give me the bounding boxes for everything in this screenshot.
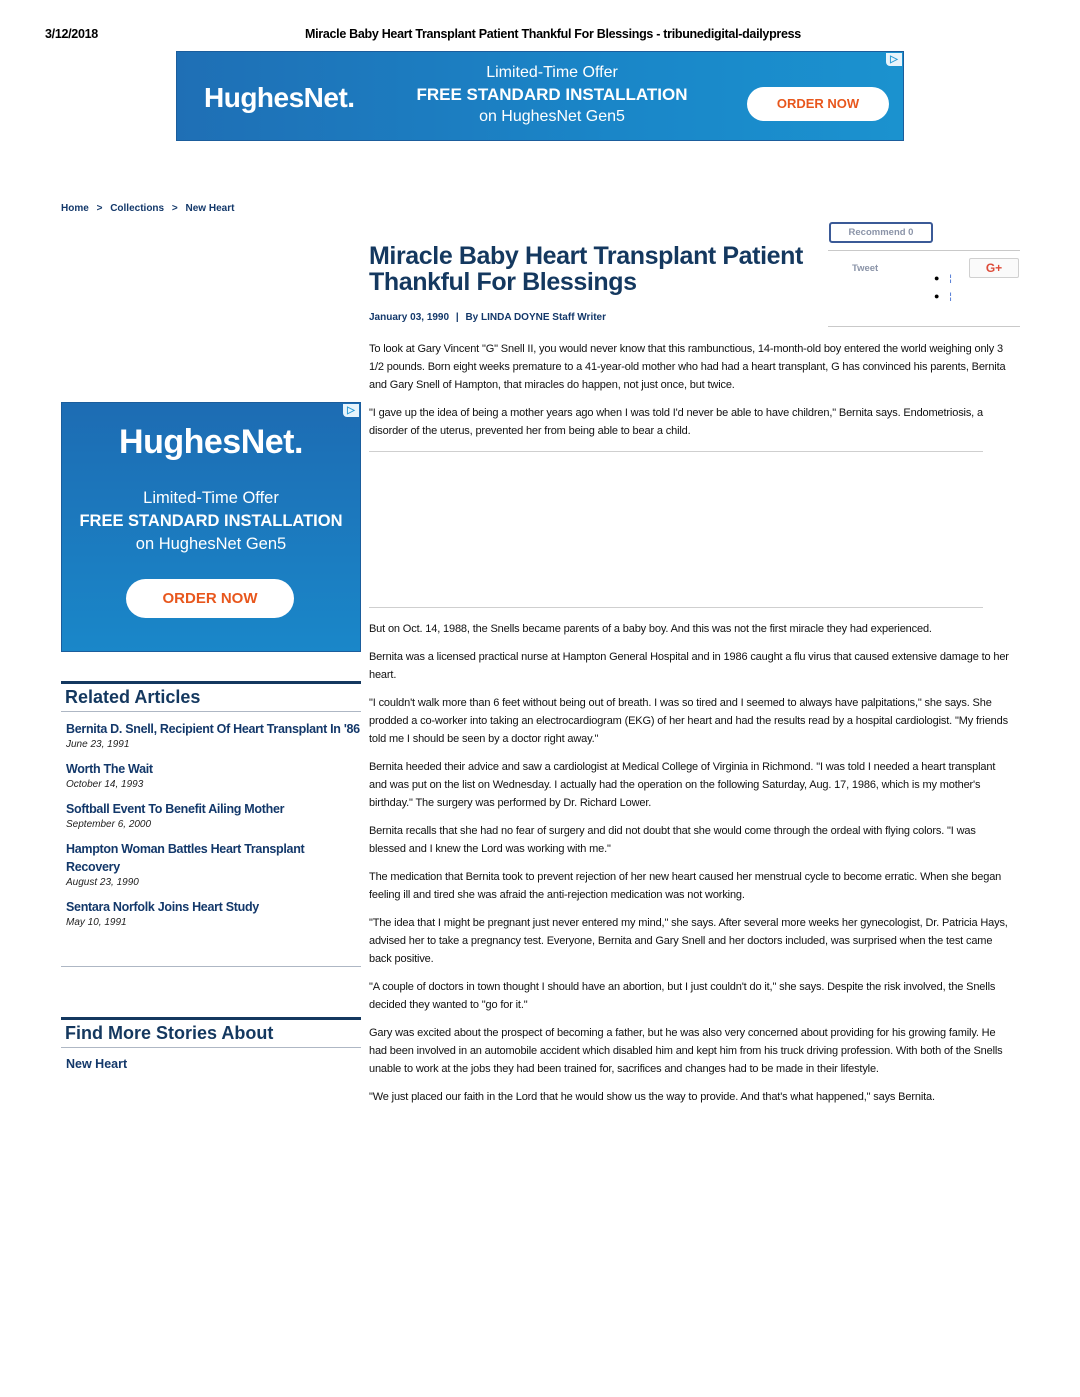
related-article-date: September 6, 2000 (66, 819, 152, 830)
ad-offer-line3: on HughesNet Gen5 (479, 108, 625, 125)
article-paragraph: Bernita recalls that she had no fear of surgery and did not doubt that she would come through the ordeal with flying colors. "I was blessed and I knew the Lord was working with me." (369, 825, 976, 855)
article-body-top (369, 340, 1014, 440)
ad-offer-line2: FREE STANDARD INSTALLATION (416, 85, 688, 104)
article-author[interactable]: By LINDA DOYNE Staff Writer (465, 312, 607, 323)
google-plus-button[interactable]: G+ (969, 258, 1019, 278)
related-article-link[interactable]: Bernita D. Snell, Recipient Of Heart Transplant In '86 (66, 722, 360, 736)
related-articles-list (61, 720, 361, 928)
ad-offer-line2: FREE STANDARD INSTALLATION (79, 512, 343, 530)
article-paragraph: Bernita heeded their advice and saw a cardiologist at Medical College of Virginia in Richmond. "I was told I needed a heart transplant and was put on the list on Wednesday. I actually had the operation on the following Saturday, Aug. 17, 1986, which is my mother's birthday." The surgery was performed by Dr. Richard Lower. (369, 761, 996, 809)
ad-offer-text (407, 62, 697, 128)
list-item (66, 898, 361, 928)
in-article-ad-slot (369, 451, 983, 608)
divider (828, 250, 1020, 251)
breadcrumb-separator: > (96, 203, 103, 214)
article-paragraph: But on Oct. 14, 1988, the Snells became parents of a baby boy. And this was not the first miracle they had experienced. (369, 623, 932, 635)
adchoices-icon[interactable]: ▷ (886, 53, 902, 66)
related-article-date: May 10, 1991 (66, 917, 127, 928)
print-header (45, 27, 1045, 43)
article-paragraph: "We just placed our faith in the Lord that he would show us the way to provide. And that's what happened," says Bernita. (369, 1091, 935, 1103)
social-share-box (828, 221, 1020, 327)
list-item (66, 800, 361, 830)
related-article-link[interactable]: Sentara Norfolk Joins Heart Study (66, 900, 259, 914)
find-more-stories (61, 1017, 361, 1071)
breadcrumb-new-heart[interactable]: New Heart (185, 203, 235, 214)
ad-offer-line1: Limited-Time Offer (486, 64, 618, 81)
related-article-date: June 23, 1991 (66, 739, 130, 750)
print-title: Miracle Baby Heart Transplant Patient Thankful For Blessings - tribunedigital-dailypress (305, 27, 801, 41)
article-paragraph: The medication that Bernita took to prevent rejection of her new heart caused her menstrual cycle to become erratic. When she began feeling ill and tired she was afraid the anti-rejection medication was not working. (369, 871, 1002, 901)
list-item (66, 720, 361, 750)
breadcrumb (61, 203, 234, 214)
related-article-link[interactable]: Softball Event To Benefit Ailing Mother (66, 802, 285, 816)
byline-separator: | (455, 312, 459, 323)
related-articles-heading: Related Articles (61, 681, 361, 712)
ad-offer-line3: on HughesNet Gen5 (135, 535, 287, 553)
related-article-date: October 14, 1993 (66, 779, 144, 790)
bullet-item[interactable]: ● ¦ (934, 291, 952, 301)
article-body-bottom (369, 620, 1014, 1106)
breadcrumb-home[interactable]: Home (61, 203, 89, 214)
ad-brand-logo: HughesNet. (119, 423, 303, 461)
tweet-button[interactable]: Tweet (852, 263, 879, 274)
article-byline (369, 312, 606, 323)
find-more-heading: Find More Stories About (61, 1017, 361, 1048)
divider (828, 326, 1020, 327)
divider (61, 966, 361, 967)
article-headline: Miracle Baby Heart Transplant Patient Thankful For Blessings (369, 242, 803, 296)
related-article-date: August 23, 1990 (66, 877, 139, 888)
list-item (66, 760, 361, 790)
facebook-recommend-button[interactable]: Recommend 0 (829, 222, 933, 243)
article-paragraph: Bernita was a licensed practical nurse at Hampton General Hospital and in 1986 caught a flu virus that caused extensive damage to her heart. (369, 651, 1009, 681)
related-article-link[interactable]: Hampton Woman Battles Heart Transplant Recovery (66, 842, 305, 874)
list-item (66, 840, 361, 888)
article-paragraph: Gary was excited about the prospect of becoming a father, but he was also very concerned about providing for his growing family. He had been involved in an automobile accident which disabled him and kept him from his truck driving profession. With both of the Snells unable to work at the jobs they had been trained for, sacrifices and changes had to be made in their lifestyle. (369, 1027, 1003, 1075)
related-articles (61, 681, 361, 967)
adchoices-icon[interactable]: ▷ (343, 404, 359, 417)
sidebar-ad[interactable] (61, 402, 361, 652)
ad-offer-text (62, 487, 360, 556)
topic-link-new-heart[interactable]: New Heart (66, 1057, 128, 1071)
ad-order-now-button[interactable]: ORDER NOW (747, 87, 889, 121)
print-date: 3/12/2018 (45, 27, 98, 41)
related-article-link[interactable]: Worth The Wait (66, 762, 153, 776)
breadcrumb-separator: > (171, 203, 178, 214)
article-paragraph: "A couple of doctors in town thought I should have an abortion, but I just couldn't do it," she says. Despite the risk involved, the Snells decided they wanted to "go for it." (369, 981, 996, 1011)
ad-order-now-button[interactable]: ORDER NOW (126, 579, 294, 618)
article-paragraph: "The idea that I might be pregnant just never entered my mind," she says. After several more weeks her gynecologist, Dr. Patricia Hays, advised her to take a pregnancy test. Everyone, Bernita and Gary Snell and her doctors included, was surprised when the test came back positive. (369, 917, 1008, 965)
article-paragraph: "I gave up the idea of being a mother years ago when I was told I'd never be able to have children," Bernita says. Endometriosis, a disorder of the uterus, prevented her from being able to bear a child. (369, 407, 983, 437)
share-bullet-list (934, 269, 952, 305)
article-paragraph: "I couldn't walk more than 6 feet without being out of breath. I was so tired and I seemed to always have palpitations," she says. She prodded a co-worker into taking an electrocardiogram (EKG) of her heart and had the results read by a hospital cardiologist. "My friends told me I should be seen by a doctor right away." (369, 697, 1008, 745)
article-date: January 03, 1990 (369, 312, 450, 323)
breadcrumb-collections[interactable]: Collections (110, 203, 165, 214)
top-banner-ad[interactable] (176, 51, 904, 141)
ad-brand-logo: HughesNet. (204, 82, 355, 113)
bullet-item[interactable]: ● ¦ (934, 273, 952, 283)
ad-offer-line1: Limited-Time Offer (143, 489, 279, 507)
article-paragraph: To look at Gary Vincent "G" Snell II, you would never know that this rambunctious, 14-month-old boy entered the world weighing only 3 1/2 pounds. Born eight weeks premature to a 41-year-old mother who had had a heart transplant, G has convinced his parents, Bernita and Gary Snell of Hampton, that miracles do happen, not just once, but twice. (369, 343, 1006, 391)
